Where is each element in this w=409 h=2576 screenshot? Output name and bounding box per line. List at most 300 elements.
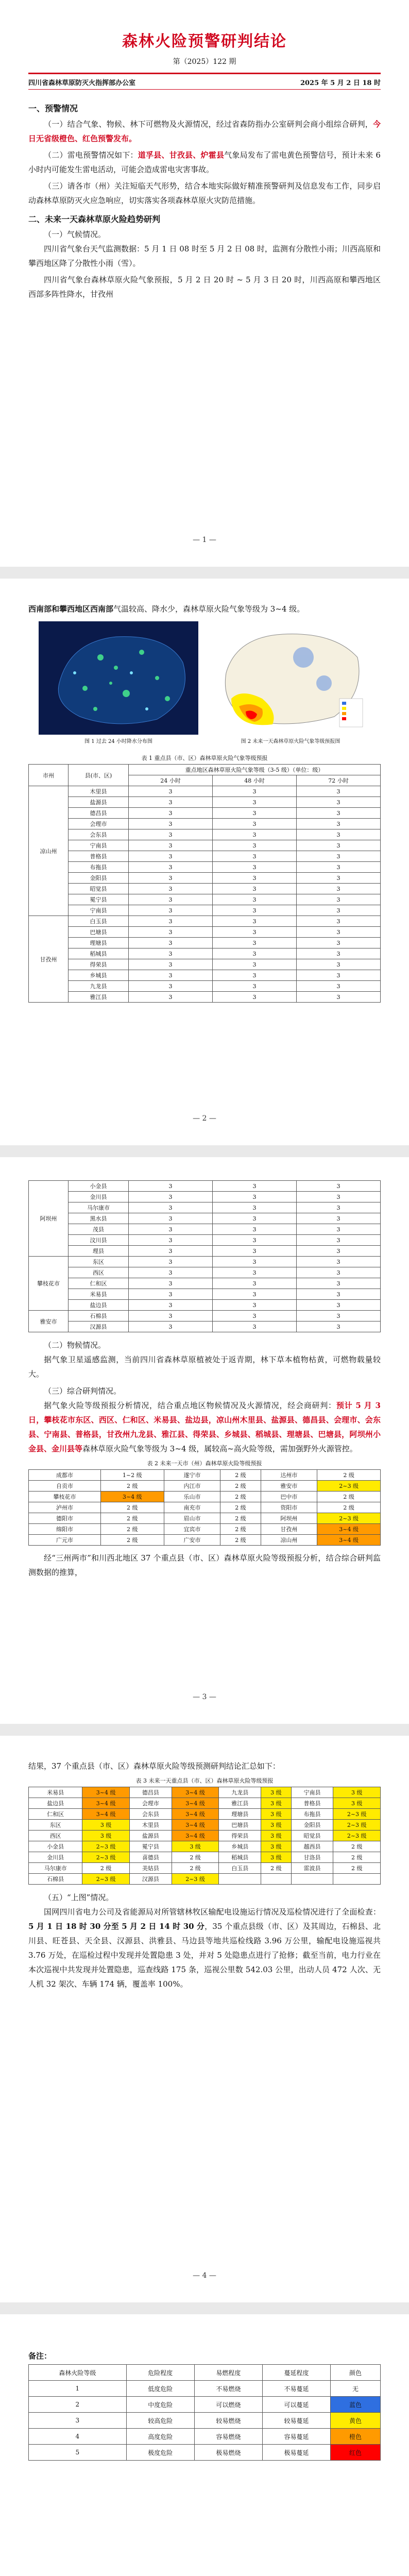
level-cell: 3 — [213, 905, 297, 916]
level-cell: 2 级 — [220, 1513, 261, 1524]
county-cell: 雅江县 — [219, 1798, 261, 1809]
city-cell: 成都市 — [29, 1470, 101, 1481]
tail-para: 经“三州两市”和川西北地区 37 个重点县（市、区）森林草原火险等级预报分析，结合综合研判监测数据的推算， — [28, 1553, 381, 1577]
table-row — [29, 1311, 381, 1321]
table-1-cont — [28, 1180, 381, 1332]
level-cell: 3 级 — [261, 1841, 291, 1852]
table-row — [29, 927, 381, 938]
level-cell: 3~4 级 — [172, 1809, 219, 1820]
level-cell: 3 — [297, 797, 381, 808]
level-cell: 3 — [129, 1278, 213, 1289]
county-cell: 盐源县 — [69, 797, 129, 808]
grid-para — [28, 1905, 381, 1991]
county-cell: 白玉县 — [219, 1863, 261, 1874]
legend-cell: 5 — [29, 2445, 127, 2461]
level-cell: 3 — [297, 1278, 381, 1289]
city-cell: 甘孜州 — [261, 1524, 317, 1535]
legend-row — [29, 2413, 381, 2429]
level-cell: 3 — [129, 873, 213, 884]
county-cell: 小金县 — [29, 1841, 82, 1852]
city-cell: 甘孜州 — [29, 916, 69, 1003]
county-cell: 冕宁县 — [129, 1841, 172, 1852]
table-row — [29, 959, 381, 970]
legend-cell: 3 — [29, 2413, 127, 2429]
level-cell: 3 — [129, 1321, 213, 1332]
county-cell: 稻城县 — [219, 1852, 261, 1863]
county-cell: 雷波县 — [291, 1863, 333, 1874]
table-3-caption: 表 3 未来一天重点县（市、区）森林草原火险等级预报 — [135, 1777, 274, 1784]
legend-cell: 可以燃烧 — [194, 2397, 262, 2413]
forecast-para: 四川省气象台森林草原火险气象预报，5 月 2 日 20 时 ~ 5 月 3 日 20 时，川西高原和攀西地区西部多阵性降水，甘孜州 — [28, 275, 381, 299]
table-row — [29, 786, 381, 797]
level-cell: 3 级 — [82, 1820, 130, 1831]
level-cell: 3 级 — [261, 1852, 291, 1863]
warning-para-1 — [28, 117, 381, 146]
level-cell: 3 — [297, 862, 381, 873]
table-row — [29, 1852, 381, 1863]
level-cell: 3 — [129, 840, 213, 851]
level-cell: 3 — [297, 808, 381, 819]
level-cell: 3 — [213, 851, 297, 862]
table-row — [29, 819, 381, 829]
warning-para-2 — [28, 148, 381, 177]
map-left-caption: 图 1 过去 24 小时降水分布图 — [84, 739, 152, 744]
table-row — [29, 851, 381, 862]
level-cell: 3 — [213, 1192, 297, 1202]
city-cell: 广安市 — [164, 1535, 220, 1546]
level-cell: 3 — [129, 884, 213, 894]
level-cell: 3 — [129, 829, 213, 840]
level-cell: 3 — [129, 1224, 213, 1235]
table-row — [29, 1235, 381, 1246]
level-cell: 3 — [297, 1181, 381, 1192]
county-cell: 黑水县 — [69, 1213, 129, 1224]
county-cell: 得荣县 — [219, 1831, 261, 1841]
level-cell: 2 级 — [172, 1863, 219, 1874]
level-cell: 3 级 — [261, 1787, 291, 1798]
legend-color-swatch: 红色 — [331, 2445, 381, 2461]
legend-row — [29, 2381, 381, 2397]
county-cell: 盐边县 — [29, 1798, 82, 1809]
table-row — [29, 1470, 381, 1481]
table-row — [29, 1831, 381, 1841]
phenology-heading: （二）物候情况。 — [44, 1341, 106, 1350]
table-row — [29, 1841, 381, 1852]
text: ，35 个重点县级（市、区）及其周边，石棉县、北川县、旺苍县、天全县、汉源县、洪雅县、马边县等地共巡检线路 3.96 万公里，输配电设施巡视共 3.76 万处，在巡检过程中发现并处置隐患 3 处，并对 5 处隐患点进行了抢修；截至当前，电力行业在本次巡视中共发现并处置隐患，巡查线路 175 条，巡视公里数 542.03 公里，出动人员 472 人次、无人机 32 架次、车辆 174 辆，覆盖率 100%。 — [28, 1922, 381, 1989]
county-cell: 盐边县 — [69, 1300, 129, 1311]
level-cell: 2 级 — [220, 1502, 261, 1513]
county-cell: 美姑县 — [129, 1863, 172, 1874]
col-72h: 72 小时 — [297, 775, 381, 786]
county-cell: 九龙县 — [69, 981, 129, 992]
forecast-cont — [28, 602, 381, 616]
section-2-heading: 二、未来一天森林草原火险趋势研判 — [28, 214, 161, 224]
level-cell — [261, 1874, 291, 1885]
level-cell: 3 — [297, 938, 381, 948]
level-cell: 3 — [297, 992, 381, 1003]
level-cell: 3 — [297, 884, 381, 894]
county-cell: 普格县 — [69, 851, 129, 862]
level-cell: 2 级 — [100, 1524, 164, 1535]
county-cell: 西区 — [29, 1831, 82, 1841]
county-cell — [219, 1874, 261, 1885]
legend-cell: 较高危险 — [126, 2413, 194, 2429]
city-cell: 宜宾市 — [164, 1524, 220, 1535]
level-cell: 3~4 级 — [82, 1798, 130, 1809]
county-cell: 茂县 — [69, 1224, 129, 1235]
level-cell: 3 — [213, 1235, 297, 1246]
level-cell: 2~3 级 — [82, 1841, 130, 1852]
table-row — [29, 797, 381, 808]
legend-color-swatch: 无 — [331, 2381, 381, 2397]
level-cell: 3 — [213, 1181, 297, 1192]
table-row — [29, 1192, 381, 1202]
legend-row — [29, 2397, 381, 2413]
level-cell: 3 — [213, 1202, 297, 1213]
level-cell: 3 — [129, 959, 213, 970]
level-cell: 3 — [297, 970, 381, 981]
legend-header: 森林火险等级 — [29, 2365, 127, 2381]
city-cell: 雅安市 — [29, 1311, 69, 1332]
page-3 — [0, 1157, 409, 1724]
precip-map — [39, 621, 198, 735]
county-cell: 宁南县 — [69, 905, 129, 916]
county-cell: 米易县 — [29, 1787, 82, 1798]
level-cell: 3~4 级 — [172, 1831, 219, 1841]
level-cell: 3 — [129, 992, 213, 1003]
level-cell: 3 — [129, 948, 213, 959]
city-cell: 自贡市 — [29, 1481, 101, 1492]
legend-cell: 不易蔓延 — [262, 2381, 330, 2397]
county-cell: 巴塘县 — [69, 927, 129, 938]
level-cell: 3 — [213, 948, 297, 959]
table-row — [29, 1481, 381, 1492]
county-cell: 汶川县 — [69, 1235, 129, 1246]
level-cell: 2 级 — [220, 1535, 261, 1546]
county-cell: 会东县 — [69, 829, 129, 840]
table-row — [29, 884, 381, 894]
level-cell: 3 — [297, 1192, 381, 1202]
county-cell — [291, 1874, 333, 1885]
table-1-caption: 表 1 重点县（市、区）森林草原火险气象等级预报 — [141, 755, 268, 761]
table-row — [29, 1181, 381, 1192]
table-2-caption: 表 2 未来一天市（州）森林草原火险等级预报 — [147, 1460, 262, 1467]
level-cell: 3 — [213, 829, 297, 840]
level-cell: 2~3 级 — [82, 1852, 130, 1863]
climate-heading: （一）气候情况。 — [44, 230, 106, 239]
city-cell: 遂宁市 — [164, 1470, 220, 1481]
legend-cell: 极易蔓延 — [262, 2445, 330, 2461]
legend-cell: 容易燃烧 — [194, 2429, 262, 2445]
city-cell: 南充市 — [164, 1502, 220, 1513]
level-cell: 3 — [297, 829, 381, 840]
level-cell: 3~4 级 — [172, 1820, 219, 1831]
table-row — [29, 894, 381, 905]
city-cell: 绵阳市 — [29, 1524, 101, 1535]
level-cell: 3 — [297, 981, 381, 992]
level-cell: 3 — [213, 1278, 297, 1289]
issue-date: 2025 年 5 月 2 日 18 时 — [300, 79, 381, 87]
county-cell: 会东县 — [129, 1809, 172, 1820]
county-cell: 乡城县 — [69, 970, 129, 981]
county-cell: 木里县 — [129, 1820, 172, 1831]
level-cell: 1~2 级 — [100, 1470, 164, 1481]
level-cell: 2 级 — [317, 1502, 381, 1513]
table-1 — [28, 764, 381, 1003]
col-city: 市州 — [29, 765, 69, 786]
level-cell: 3 — [213, 840, 297, 851]
table-row — [29, 1502, 381, 1513]
city-cell: 泸州市 — [29, 1502, 101, 1513]
table-row — [29, 1246, 381, 1257]
county-cell: 乡城县 — [219, 1841, 261, 1852]
level-cell: 3 — [213, 808, 297, 819]
county-cell: 昭觉县 — [69, 884, 129, 894]
level-cell: 3 — [297, 948, 381, 959]
county-cell: 小金县 — [69, 1181, 129, 1192]
table-row — [29, 938, 381, 948]
legend-cell: 高度危险 — [126, 2429, 194, 2445]
county-cell: 稻城县 — [69, 948, 129, 959]
section-1-heading: 一、预警情况 — [28, 104, 78, 113]
level-cell: 3 — [129, 1311, 213, 1321]
table-row — [29, 1321, 381, 1332]
level-cell: 3 — [213, 970, 297, 981]
county-cell: 德昌县 — [69, 808, 129, 819]
thin-divider — [28, 89, 381, 90]
county-cell: 雅江县 — [69, 992, 129, 1003]
city-cell: 攀枝花市 — [29, 1257, 69, 1311]
legend-cell: 极易燃烧 — [194, 2445, 262, 2461]
city-cell: 凉山州 — [29, 786, 69, 916]
level-cell: 3 — [213, 819, 297, 829]
red-divider — [28, 73, 381, 74]
county-cell: 理塘县 — [69, 938, 129, 948]
level-cell: 3 — [297, 1311, 381, 1321]
table-row — [29, 905, 381, 916]
level-cell: 3 — [129, 981, 213, 992]
table-row — [29, 1289, 381, 1300]
county-cell: 喜德县 — [129, 1852, 172, 1863]
level-cell: 3 — [213, 873, 297, 884]
level-cell: 3 — [213, 927, 297, 938]
legend-cell: 较易燃烧 — [194, 2413, 262, 2429]
col-48h: 48 小时 — [213, 775, 297, 786]
county-cell: 西区 — [69, 1267, 129, 1278]
table-row — [29, 1798, 381, 1809]
level-cell: 3 — [129, 808, 213, 819]
level-cell: 3 — [129, 1246, 213, 1257]
county-cell: 东区 — [69, 1257, 129, 1267]
highlight: 道孚县、甘孜县、炉霍县 — [138, 150, 225, 160]
city-cell: 广元市 — [29, 1535, 101, 1546]
city-cell: 乐山市 — [164, 1492, 220, 1502]
level-cell: 2 级 — [333, 1863, 381, 1874]
legend-cell: 中度危险 — [126, 2397, 194, 2413]
level-cell: 3~4 级 — [172, 1787, 219, 1798]
legend-color-swatch: 蓝色 — [331, 2397, 381, 2413]
level-cell: 3 — [129, 797, 213, 808]
level-cell: 2 级 — [333, 1841, 381, 1852]
risk-map — [211, 621, 370, 735]
highlight: 5 月 1 日 18 时 30 分至 5 月 2 日 14 时 30 分 — [28, 1922, 205, 1931]
city-cell: 阿坝州 — [261, 1513, 317, 1524]
text: 气温较高、降水少，森林草原火险气象等级为 3~4 级。 — [113, 604, 305, 614]
county-cell: 得荣县 — [69, 959, 129, 970]
issue-number: 第（2025）122 期 — [173, 58, 236, 66]
county-cell: 石棉县 — [29, 1874, 82, 1885]
col-county: 县(市、区) — [69, 765, 129, 786]
level-cell: 3 — [129, 970, 213, 981]
table-row — [29, 1524, 381, 1535]
county-cell: 金阳县 — [69, 873, 129, 884]
table-row — [29, 873, 381, 884]
legend-cell: 低度危险 — [126, 2381, 194, 2397]
legend-cell: 容易蔓延 — [262, 2429, 330, 2445]
level-cell: 3 — [129, 1289, 213, 1300]
county-cell: 宁南县 — [291, 1787, 333, 1798]
level-cell: 3 — [129, 938, 213, 948]
level-cell: 3~4 级 — [82, 1787, 130, 1798]
level-cell: 3 — [213, 1321, 297, 1332]
county-cell: 盐源县 — [129, 1831, 172, 1841]
county-cell: 冕宁县 — [69, 894, 129, 905]
county-cell: 九龙县 — [219, 1787, 261, 1798]
lead-para: 结果，37 个重点县（市、区）森林草原火险等级预测研判结论汇总如下： — [28, 1761, 280, 1771]
county-cell: 宁南县 — [69, 840, 129, 851]
legend-header: 颜色 — [331, 2365, 381, 2381]
level-cell: 3 — [213, 797, 297, 808]
level-cell: 3 — [213, 1311, 297, 1321]
legend-cell: 2 — [29, 2397, 127, 2413]
county-cell: 布拖县 — [291, 1809, 333, 1820]
level-cell: 3 — [297, 1246, 381, 1257]
level-cell: 3 — [129, 1235, 213, 1246]
county-cell: 巴塘县 — [219, 1820, 261, 1831]
warning-para-3: （三）请各市（州）关注短临天气形势，结合本地实际做好精准预警研判及信息发布工作，同步启动森林草原防灭火应急响应，切实落实各项森林草原火灾防范措施。 — [28, 181, 381, 205]
county-cell: 石棉县 — [69, 1311, 129, 1321]
text: 气象局发布了雷电黄色预警信号，预计未来 6 小时内可能发生雷电活动，可能会造成雷电灾害事故。 — [28, 150, 381, 174]
level-cell: 3 级 — [172, 1841, 219, 1852]
level-cell: 2~3 级 — [172, 1874, 219, 1885]
text: 国网四川省电力公司及省能源局对所管辖林牧区输配电设施运行情况及巡检情况进行了全面检查： — [44, 1907, 381, 1917]
level-cell: 3 — [297, 840, 381, 851]
synthesis-para — [28, 1398, 381, 1456]
page-number: — 2 — — [193, 1114, 216, 1123]
table-row — [29, 1213, 381, 1224]
level-cell: 3 — [213, 884, 297, 894]
level-cell: 3 级 — [333, 1787, 381, 1798]
level-cell: 3 — [297, 1321, 381, 1332]
note-label: 备注： — [28, 2351, 52, 2361]
level-cell: 2 级 — [82, 1863, 130, 1874]
level-cell: 3 — [129, 1202, 213, 1213]
level-cell: 3 — [129, 894, 213, 905]
city-cell: 德阳市 — [29, 1513, 101, 1524]
climate-para: 四川省气象台天气监测数据：5 月 1 日 08 时至 5 月 2 日 08 时，监测有分散性小雨；川西高原和攀西地区降了分散性小雨（雪）。 — [28, 244, 381, 268]
county-cell: 金川县 — [29, 1852, 82, 1863]
city-cell: 达州市 — [261, 1470, 317, 1481]
level-cell: 3~4 级 — [100, 1492, 164, 1502]
county-cell: 仁和区 — [29, 1809, 82, 1820]
level-cell: 3 — [213, 862, 297, 873]
level-cell: 3 — [213, 1213, 297, 1224]
county-cell: 马尔康市 — [69, 1202, 129, 1213]
level-cell: 2~3 级 — [317, 1481, 381, 1492]
level-cell: 3 — [297, 1300, 381, 1311]
col-24h: 24 小时 — [129, 775, 213, 786]
level-cell: 2 级 — [100, 1535, 164, 1546]
level-cell: 2 级 — [220, 1470, 261, 1481]
county-cell: 汉源县 — [129, 1874, 172, 1885]
level-cell: 3 — [213, 959, 297, 970]
table-row — [29, 1874, 381, 1885]
table-row — [29, 862, 381, 873]
table-row — [29, 1820, 381, 1831]
county-cell: 甘洛县 — [291, 1852, 333, 1863]
county-cell: 东区 — [29, 1820, 82, 1831]
level-cell: 2 级 — [100, 1481, 164, 1492]
level-cell: 3 级 — [261, 1831, 291, 1841]
table-3 — [28, 1787, 381, 1885]
level-cell: 3~4 级 — [172, 1798, 219, 1809]
table-row — [29, 948, 381, 959]
county-cell: 布拖县 — [69, 862, 129, 873]
level-cell: 3 — [129, 862, 213, 873]
county-cell: 普格县 — [291, 1798, 333, 1809]
level-cell: 3 — [297, 1289, 381, 1300]
page-4 — [0, 1736, 409, 2302]
city-cell: 内江市 — [164, 1481, 220, 1492]
level-cell: 3 — [297, 786, 381, 797]
level-cell: 2 级 — [100, 1502, 164, 1513]
grid-heading: （五）“上图”情况。 — [44, 1893, 114, 1902]
table-row — [29, 1492, 381, 1502]
phenology-para: 据气象卫星遥感监测，当前四川省森林草原植被处于返青期，林下草本植物枯黄，可燃物载量较大。 — [28, 1355, 381, 1379]
county-cell: 汉源县 — [69, 1321, 129, 1332]
legend-cell: 4 — [29, 2429, 127, 2445]
page-number: — 1 — — [193, 536, 216, 544]
city-cell: 眉山市 — [164, 1513, 220, 1524]
level-cell: 2~3 级 — [333, 1831, 381, 1841]
legend-color-swatch: 橙色 — [331, 2429, 381, 2445]
table-row — [29, 970, 381, 981]
level-cell: 2~3 级 — [317, 1513, 381, 1524]
county-cell: 会理市 — [129, 1798, 172, 1809]
level-cell: 3 — [129, 916, 213, 927]
level-cell: 3 — [213, 1267, 297, 1278]
level-cell: 3 级 — [261, 1809, 291, 1820]
city-cell: 攀枝花市 — [29, 1492, 101, 1502]
legend-table — [28, 2364, 381, 2461]
page-2 — [0, 579, 409, 1145]
level-cell: 3 — [297, 1267, 381, 1278]
county-cell: 仁和区 — [69, 1278, 129, 1289]
text: 西南部和攀西地区西南部 — [28, 604, 114, 614]
highlight: 今日无省级橙色、红色预警发布。 — [28, 120, 381, 143]
level-cell: 3 — [129, 819, 213, 829]
level-cell: 3 — [129, 1181, 213, 1192]
meta-row — [28, 77, 381, 87]
level-cell: 3 — [129, 786, 213, 797]
level-cell: 3 — [129, 927, 213, 938]
county-cell: 金川县 — [69, 1192, 129, 1202]
level-cell: 2 级 — [317, 1470, 381, 1481]
legend-cell: 较易蔓延 — [262, 2413, 330, 2429]
county-cell: 理塘县 — [219, 1809, 261, 1820]
table-row — [29, 1863, 381, 1874]
county-cell: 木里县 — [69, 786, 129, 797]
